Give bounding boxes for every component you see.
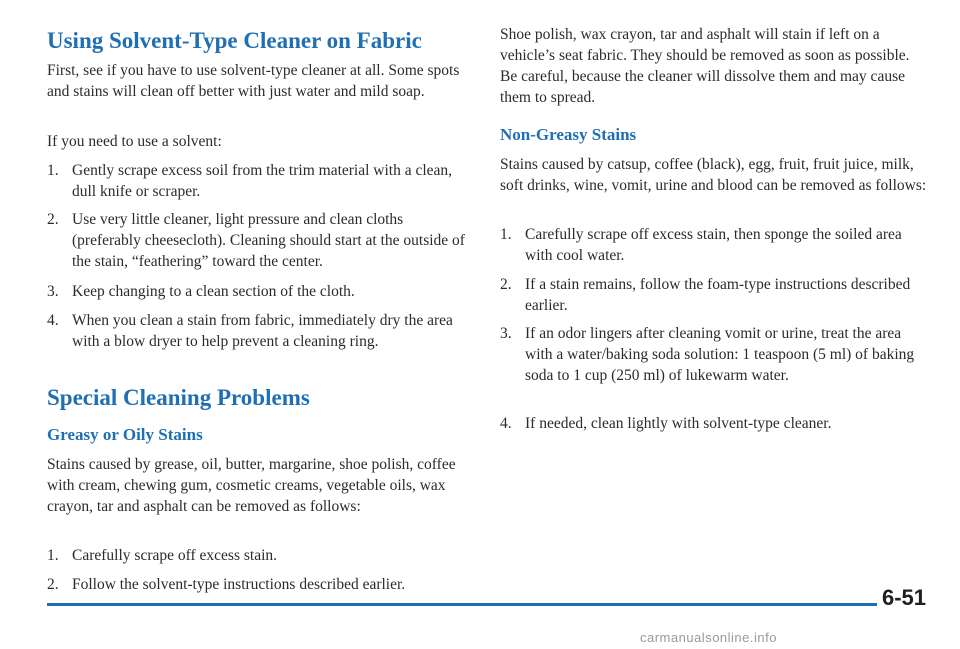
non-greasy-step-3	[500, 323, 925, 386]
greasy-step-1	[47, 545, 472, 566]
non-greasy-intro-paragraph: Stains caused by catsup, coffee (black), egg, fruit, fruit juice, milk, soft drinks, wine, vomit, urine and blood can be removed as follows:	[500, 156, 927, 194]
solvent-step-4	[47, 310, 472, 352]
step-number: 1.	[500, 226, 512, 243]
section-heading-special-cleaning: Special Cleaning Problems	[47, 385, 310, 410]
non-greasy-step-1	[500, 224, 925, 266]
step-number: 1.	[47, 547, 59, 564]
step-number: 2.	[500, 276, 512, 293]
step-text: Carefully scrape off excess stain.	[72, 547, 278, 564]
subheading-non-greasy-stains: Non-Greasy Stains	[500, 125, 637, 144]
solvent-step-1	[47, 160, 472, 202]
non-greasy-step-2	[500, 274, 925, 316]
solvent-step-3	[47, 281, 472, 302]
step-number: 3.	[47, 283, 59, 300]
step-text: Keep changing to a clean section of the cloth.	[72, 283, 355, 300]
step-text: Carefully scrape off excess stain, then sponge the soiled area with cool water.	[525, 226, 902, 264]
non-greasy-step-4	[500, 413, 925, 434]
step-number: 2.	[47, 576, 59, 593]
step-number: 3.	[500, 325, 512, 342]
footer-rule	[47, 603, 877, 606]
step-text: Use very little cleaner, light pressure and clean cloths (preferably cheesecloth). Cleaning should start at the outside of the stain, “feathering” toward the center.	[72, 211, 465, 270]
solvent-lead-text: If you need to use a solvent:	[47, 133, 222, 150]
greasy-intro-paragraph: Stains caused by grease, oil, butter, margarine, shoe polish, coffee with cream, chewing gum, cosmetic creams, vegetable oils, wax crayon, tar and asphalt can be removed as follows:	[47, 456, 456, 515]
section-heading-solvent-cleaner: Using Solvent-Type Cleaner on Fabric	[47, 28, 422, 53]
step-number: 1.	[47, 162, 59, 179]
step-number: 4.	[47, 312, 59, 329]
step-text: When you clean a stain from fabric, immediately dry the area with a blow dryer to help prevent a cleaning ring.	[72, 312, 453, 350]
watermark: carmanualsonline.info	[640, 630, 777, 645]
step-text: Follow the solvent-type instructions described earlier.	[72, 576, 406, 593]
step-text: If an odor lingers after cleaning vomit or urine, treat the area with a water/baking soda solution: 1 teaspoon (5 ml) of baking soda to 1 cup (250 ml) of lukewarm water.	[525, 325, 915, 384]
step-text: Gently scrape excess soil from the trim material with a clean, dull knife or scraper.	[72, 162, 453, 200]
step-number: 2.	[47, 211, 59, 228]
subheading-greasy-stains: Greasy or Oily Stains	[47, 425, 203, 444]
page-number: 6-51	[882, 585, 927, 610]
stain-warning-paragraph: Shoe polish, wax crayon, tar and asphalt will stain if left on a vehicle’s seat fabric. They should be removed as soon as possible. Be careful, because the cleaner will dissolve them and may cause them to spread.	[500, 26, 910, 106]
step-text: If needed, clean lightly with solvent-type cleaner.	[525, 415, 832, 432]
solvent-step-2	[47, 209, 472, 272]
greasy-step-2	[47, 574, 472, 595]
step-number: 4.	[500, 415, 512, 432]
step-text: If a stain remains, follow the foam-type instructions described earlier.	[525, 276, 911, 314]
solvent-intro-paragraph: First, see if you have to use solvent-type cleaner at all. Some spots and stains will clean off better with just water and mild soap.	[47, 62, 460, 100]
